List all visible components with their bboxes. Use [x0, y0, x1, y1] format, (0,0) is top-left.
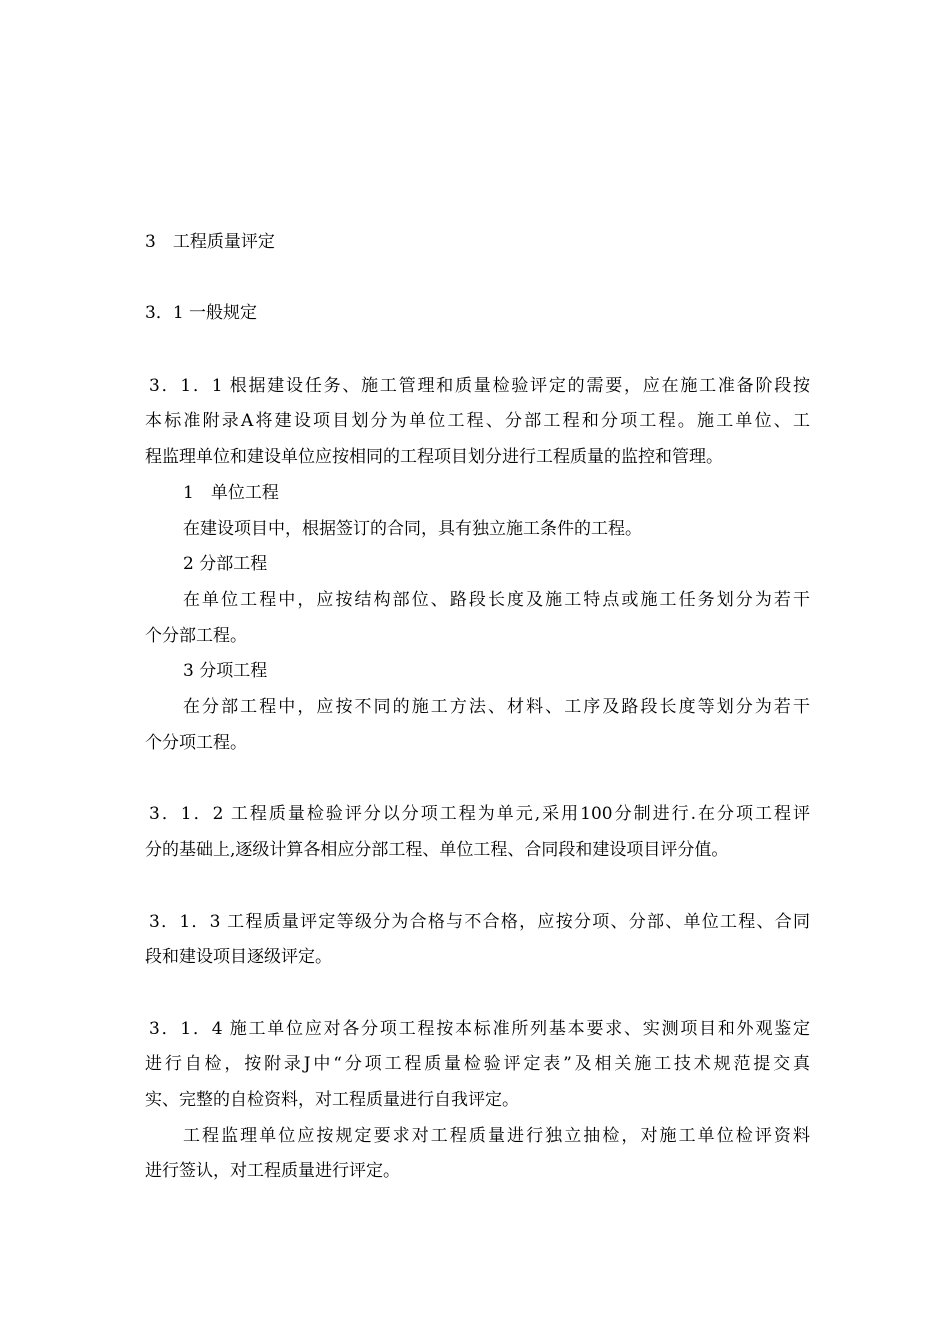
- clause-3-1-4-para-2-line-1: 工程监理单位应按规定要求对工程质量进行独立抽检，对施工单位检评资料: [183, 1126, 810, 1146]
- subsection-heading: 3．1 一般规定: [145, 303, 258, 323]
- item-3-text-line-1: 在分部工程中，应按不同的施工方法、材料、工序及路段长度等划分为若干: [183, 697, 810, 717]
- item-2-text-line-2: 个分部工程。: [145, 626, 247, 646]
- item-2-text-line-1: 在单位工程中，应按结构部位、路段长度及施工特点或施工任务划分为若干: [183, 590, 810, 610]
- clause-3-1-1-line-3: 程监理单位和建设单位应按相同的工程项目划分进行工程质量的监控和管理。: [145, 447, 723, 467]
- clause-3-1-4-line-2: 进行自检，按附录J中“分项工程质量检验评定表”及相关施工技术规范提交真: [145, 1054, 810, 1074]
- clause-3-1-2-line-2: 分的基础上,逐级计算各相应分部工程、单位工程、合同段和建设项目评分值。: [145, 840, 729, 860]
- clause-3-1-4-line-3: 实、完整的自检资料，对工程质量进行自我评定。: [145, 1090, 519, 1110]
- clause-3-1-4-line-1: 3．1．4 施工单位应对各分项工程按本标准所列基本要求、实测项目和外观鉴定: [149, 1019, 810, 1039]
- clause-3-1-1-line-2: 本标准附录A将建设项目划分为单位工程、分部工程和分项工程。施工单位、工: [145, 411, 810, 431]
- section-heading: 3 工程质量评定: [145, 232, 275, 252]
- item-1-text: 在建设项目中，根据签订的合同，具有独立施工条件的工程。: [183, 519, 642, 539]
- clause-3-1-3-line-1: 3．1．3 工程质量评定等级分为合格与不合格，应按分项、分部、单位工程、合同: [149, 912, 810, 932]
- item-3-title: 3 分项工程: [183, 661, 268, 681]
- item-1-title: 1 单位工程: [183, 483, 279, 503]
- clause-3-1-2-line-1: 3．1．2 工程质量检验评分以分项工程为单元,采用100分制进行.在分项工程评: [149, 804, 810, 824]
- clause-3-1-3-line-2: 段和建设项目逐级评定。: [145, 947, 332, 967]
- clause-3-1-4-para-2-line-2: 进行签认，对工程质量进行评定。: [145, 1161, 400, 1181]
- clause-3-1-1-line-1: 3．1．1 根据建设任务、施工管理和质量检验评定的需要，应在施工准备阶段按: [149, 376, 810, 396]
- item-2-title: 2 分部工程: [183, 554, 268, 574]
- item-3-text-line-2: 个分项工程。: [145, 733, 247, 753]
